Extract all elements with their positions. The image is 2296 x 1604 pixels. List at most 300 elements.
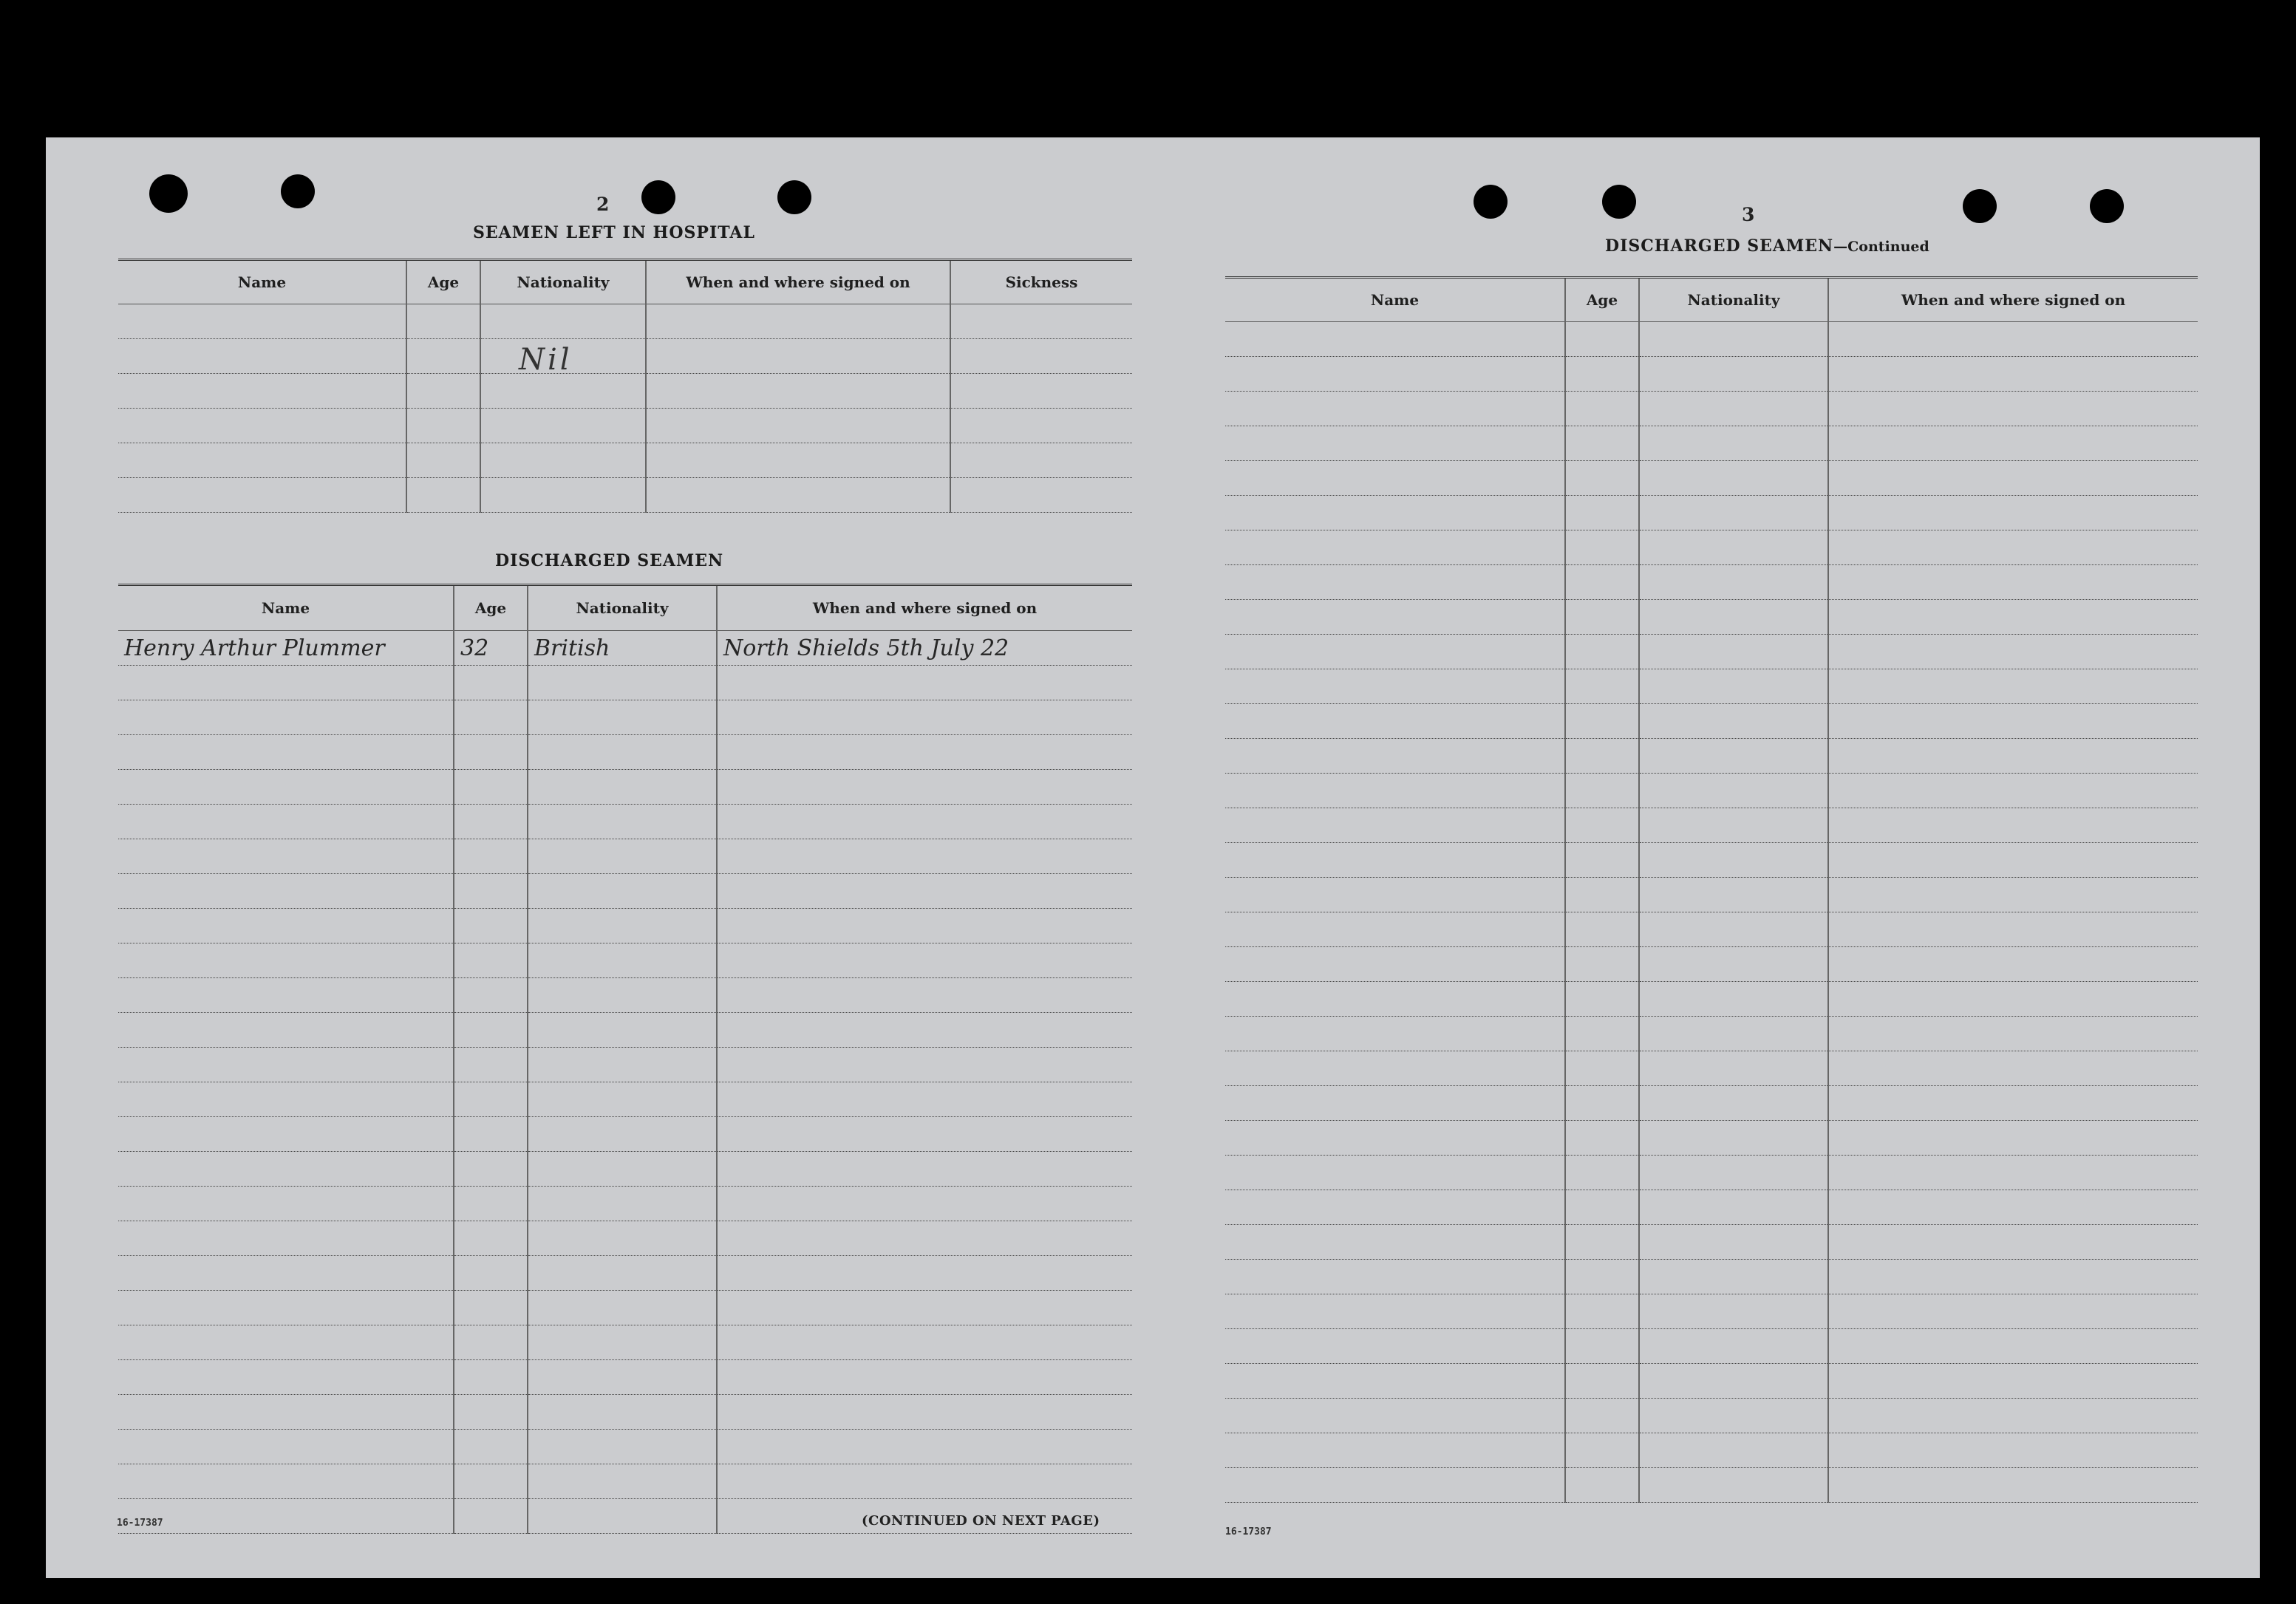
cell-nationality [1639, 1364, 1828, 1399]
cell-nationality [1639, 704, 1828, 739]
handwritten-nil: Nil [519, 343, 573, 377]
continued-table-body [1225, 322, 2198, 1503]
col-header-signed-on: When and where signed on [717, 585, 1132, 631]
cell-signed-on [1828, 357, 2198, 392]
table-row [118, 1430, 1132, 1464]
table-row [118, 1291, 1132, 1325]
table-row [1225, 1294, 2198, 1329]
table-row [1225, 1086, 2198, 1121]
cell-signed-on [1828, 1190, 2198, 1225]
cell-age [1565, 843, 1639, 878]
cell-name [1225, 1051, 1565, 1086]
table-row [1225, 1017, 2198, 1051]
cell-nationality [1639, 1433, 1828, 1468]
form-code: 16-17387 [117, 1518, 163, 1529]
discharged-continued-table [1225, 276, 2198, 1503]
cell-age [1565, 1190, 1639, 1225]
cell-age [1565, 774, 1639, 808]
cell-name [118, 874, 454, 909]
cell-signed-on [717, 770, 1132, 805]
cell-age [1565, 1329, 1639, 1364]
cell-nationality [1639, 565, 1828, 600]
cell-nationality [1639, 1051, 1828, 1086]
right-page [1154, 137, 2260, 1578]
cell-name [1225, 1468, 1565, 1503]
cell-age [454, 1152, 528, 1187]
cell-signed-on [1828, 1364, 2198, 1399]
cell-signed-on [717, 805, 1132, 839]
cell-name [118, 1048, 454, 1082]
cell-name [118, 1395, 454, 1430]
cell-age [454, 1395, 528, 1430]
cell-nationality [528, 1048, 717, 1082]
col-header-nationality: Nationality [480, 260, 646, 304]
cell-age [454, 1221, 528, 1256]
cell-name [118, 1360, 454, 1395]
col-header-age: Age [406, 260, 480, 304]
cell-signed-on [1828, 669, 2198, 704]
cell-age [1565, 739, 1639, 774]
col-header-sickness: Sickness [950, 260, 1132, 304]
cell-signed-on [1828, 1260, 2198, 1294]
col-header-name: Name [118, 585, 454, 631]
cell-name [1225, 530, 1565, 565]
cell-signed-on [1828, 1121, 2198, 1156]
table-row [1225, 774, 2198, 808]
cell-age [454, 1048, 528, 1082]
cell-nationality [528, 1187, 717, 1221]
cell-nationality [1639, 600, 1828, 635]
cell-age [1565, 1225, 1639, 1260]
table-row [1225, 1468, 2198, 1503]
cell-nationality [1639, 1156, 1828, 1190]
cell-name [118, 1430, 454, 1464]
cell-age [454, 839, 528, 874]
table-row [1225, 739, 2198, 774]
cell-nationality [1639, 808, 1828, 843]
table-row [118, 770, 1132, 805]
cell-age [454, 666, 528, 700]
cell-nationality [1639, 1121, 1828, 1156]
cell-age [1565, 1364, 1639, 1399]
cell-age [454, 735, 528, 770]
table-row [1225, 426, 2198, 461]
table-row [118, 631, 1132, 666]
table-row [118, 478, 1132, 513]
cell-signed-on [717, 1048, 1132, 1082]
table-row [1225, 565, 2198, 600]
cell-age: 32 [454, 631, 528, 666]
cell-age [1565, 669, 1639, 704]
cell-age [454, 943, 528, 978]
table-row [118, 1256, 1132, 1291]
cell-name [118, 1325, 454, 1360]
cell-name [118, 1082, 454, 1117]
cell-nationality [1639, 1017, 1828, 1051]
hospital-table [118, 259, 1132, 513]
cell-nationality [528, 1013, 717, 1048]
cell-signed-on [1828, 1294, 2198, 1329]
cell-name [1225, 1364, 1565, 1399]
cell-name: Henry Arthur Plummer [118, 631, 454, 666]
cell-name [1225, 1017, 1565, 1051]
cell-age [454, 1117, 528, 1152]
table-row [1225, 704, 2198, 739]
cell-nationality [528, 943, 717, 978]
cell-name [1225, 1294, 1565, 1329]
table-row [118, 943, 1132, 978]
cell-age [1565, 1294, 1639, 1329]
table-row [1225, 1051, 2198, 1086]
cell-nationality [1639, 878, 1828, 912]
cell-name [118, 978, 454, 1013]
cell-signed-on [1828, 912, 2198, 947]
table-row [118, 1464, 1132, 1499]
cell-nationality [528, 1499, 717, 1534]
table-row [118, 1152, 1132, 1187]
page-number: 2 [596, 194, 610, 215]
table-row [118, 304, 1132, 339]
cell-signed-on [1828, 426, 2198, 461]
table-row [118, 978, 1132, 1013]
cell-signed-on [1828, 322, 2198, 357]
cell-signed-on [1828, 496, 2198, 530]
cell-signed-on [1828, 1329, 2198, 1364]
table-row [1225, 392, 2198, 426]
cell-signed-on [1828, 982, 2198, 1017]
cell-nationality [528, 1152, 717, 1187]
table-row [1225, 878, 2198, 912]
table-row [1225, 1225, 2198, 1260]
table-row [1225, 947, 2198, 982]
cell-age [1565, 1121, 1639, 1156]
cell-signed-on [717, 1117, 1132, 1152]
table-row [1225, 496, 2198, 530]
cell-age [1565, 461, 1639, 496]
cell-signed-on [717, 1360, 1132, 1395]
table-row [1225, 1433, 2198, 1468]
table-row [118, 1082, 1132, 1117]
cell-age [1565, 912, 1639, 947]
cell-signed-on [1828, 808, 2198, 843]
cell-nationality [528, 1291, 717, 1325]
cell-age [454, 770, 528, 805]
cell-age [1565, 322, 1639, 357]
cell-name [118, 909, 454, 943]
table-row [1225, 600, 2198, 635]
cell-signed-on [1828, 774, 2198, 808]
cell-name [1225, 947, 1565, 982]
table-row [118, 1013, 1132, 1048]
cell-signed-on [717, 1430, 1132, 1464]
col-header-nationality: Nationality [1639, 278, 1828, 322]
cell-signed-on [1828, 1051, 2198, 1086]
cell-signed-on [1828, 1433, 2198, 1468]
document-sheet [46, 137, 2260, 1578]
cell-age [1565, 565, 1639, 600]
cell-signed-on [717, 1221, 1132, 1256]
continued-note: (CONTINUED ON NEXT PAGE) [862, 1513, 1100, 1529]
cell-signed-on [1828, 947, 2198, 982]
cell-age [1565, 635, 1639, 669]
table-row [1225, 912, 2198, 947]
cell-nationality [528, 874, 717, 909]
table-row [118, 374, 1132, 409]
table-row [1225, 1190, 2198, 1225]
cell-signed-on [1828, 635, 2198, 669]
cell-name [118, 1499, 454, 1534]
cell-nationality [1639, 1468, 1828, 1503]
table-row [118, 909, 1132, 943]
cell-name [1225, 704, 1565, 739]
cell-name [118, 1464, 454, 1499]
cell-nationality [528, 1325, 717, 1360]
cell-signed-on [1828, 1017, 2198, 1051]
col-header-age: Age [454, 585, 528, 631]
cell-signed-on [717, 874, 1132, 909]
cell-name [1225, 461, 1565, 496]
cell-signed-on [1828, 565, 2198, 600]
table-row [1225, 1364, 2198, 1399]
cell-nationality [1639, 843, 1828, 878]
cell-name [1225, 982, 1565, 1017]
cell-nationality [528, 909, 717, 943]
cell-signed-on [1828, 704, 2198, 739]
cell-age [454, 1291, 528, 1325]
cell-age [1565, 947, 1639, 982]
cell-nationality [1639, 669, 1828, 704]
cell-age [454, 1256, 528, 1291]
cell-name [1225, 635, 1565, 669]
cell-signed-on [717, 1291, 1132, 1325]
table-row [1225, 461, 2198, 496]
table-row [1225, 843, 2198, 878]
cell-signed-on [1828, 461, 2198, 496]
cell-name [118, 735, 454, 770]
cell-signed-on [1828, 878, 2198, 912]
cell-nationality [1639, 496, 1828, 530]
cell-age [454, 1464, 528, 1499]
cell-name [118, 805, 454, 839]
cell-name [1225, 912, 1565, 947]
cell-age [1565, 1468, 1639, 1503]
table-row [118, 1395, 1132, 1430]
cell-name [118, 1221, 454, 1256]
table-row [118, 666, 1132, 700]
cell-nationality [1639, 912, 1828, 947]
table-row [1225, 1329, 2198, 1364]
table-row [1225, 982, 2198, 1017]
cell-signed-on [1828, 600, 2198, 635]
table-row [1225, 808, 2198, 843]
cell-nationality [528, 1395, 717, 1430]
cell-nationality [1639, 635, 1828, 669]
cell-signed-on [717, 1187, 1132, 1221]
cell-name [1225, 322, 1565, 357]
cell-name [118, 839, 454, 874]
form-code: 16-17387 [1225, 1526, 1272, 1538]
table-row [118, 1187, 1132, 1221]
cell-signed-on: North Shields 5th July 22 [717, 631, 1132, 666]
cell-age [1565, 496, 1639, 530]
cell-nationality [528, 1221, 717, 1256]
cell-nationality [1639, 530, 1828, 565]
cell-age [1565, 1433, 1639, 1468]
cell-age [454, 805, 528, 839]
cell-signed-on [717, 978, 1132, 1013]
cell-age [454, 1360, 528, 1395]
cell-age [1565, 982, 1639, 1017]
cell-name [118, 770, 454, 805]
cell-name [1225, 1329, 1565, 1364]
table-row [1225, 357, 2198, 392]
cell-nationality [1639, 357, 1828, 392]
cell-name [1225, 774, 1565, 808]
left-page [46, 137, 1154, 1578]
table-row [1225, 322, 2198, 357]
cell-name [118, 1013, 454, 1048]
cell-signed-on [717, 666, 1132, 700]
cell-signed-on [717, 1464, 1132, 1499]
cell-nationality [1639, 461, 1828, 496]
cell-nationality [528, 805, 717, 839]
title-suffix: —Continued [1833, 239, 1929, 255]
cell-nationality [1639, 1329, 1828, 1364]
cell-age [1565, 1260, 1639, 1294]
cell-age [1565, 392, 1639, 426]
cell-name [1225, 1190, 1565, 1225]
cell-name [1225, 392, 1565, 426]
cell-signed-on [1828, 1468, 2198, 1503]
cell-name [1225, 1121, 1565, 1156]
cell-age [1565, 600, 1639, 635]
table-row [118, 443, 1132, 478]
cell-nationality [1639, 322, 1828, 357]
table-row [1225, 635, 2198, 669]
cell-age [454, 700, 528, 735]
cell-signed-on [717, 735, 1132, 770]
table-row [118, 839, 1132, 874]
col-header-name: Name [118, 260, 406, 304]
cell-nationality [528, 1082, 717, 1117]
cell-nationality [528, 1464, 717, 1499]
cell-signed-on [717, 1325, 1132, 1360]
cell-age [454, 1082, 528, 1117]
discharged-table-body [118, 631, 1132, 1534]
cell-age [454, 1499, 528, 1534]
cell-age [1565, 1399, 1639, 1433]
cell-nationality [528, 700, 717, 735]
cell-signed-on [717, 1256, 1132, 1291]
cell-signed-on [1828, 392, 2198, 426]
page-number: 3 [1742, 204, 1755, 225]
cell-age [454, 909, 528, 943]
cell-name [1225, 669, 1565, 704]
cell-name [1225, 496, 1565, 530]
table-row [118, 805, 1132, 839]
cell-age [454, 1187, 528, 1221]
cell-name [1225, 1433, 1565, 1468]
col-header-signed-on: When and where signed on [646, 260, 950, 304]
col-header-age: Age [1565, 278, 1639, 322]
cell-signed-on [717, 909, 1132, 943]
cell-nationality [528, 839, 717, 874]
cell-signed-on [1828, 1156, 2198, 1190]
hospital-section-title: SEAMEN LEFT IN HOSPITAL [473, 223, 755, 242]
cell-age [1565, 1051, 1639, 1086]
cell-signed-on [717, 943, 1132, 978]
cell-signed-on [1828, 1225, 2198, 1260]
cell-age [1565, 808, 1639, 843]
cell-nationality [1639, 739, 1828, 774]
cell-name [1225, 426, 1565, 461]
cell-nationality [1639, 982, 1828, 1017]
cell-nationality [528, 1360, 717, 1395]
cell-age [1565, 1156, 1639, 1190]
table-row [118, 1360, 1132, 1395]
cell-name [118, 1152, 454, 1187]
cell-nationality [1639, 774, 1828, 808]
title-text: DISCHARGED SEAMEN [1605, 236, 1834, 256]
table-row [118, 700, 1132, 735]
table-row [1225, 1260, 2198, 1294]
discharged-table [118, 584, 1132, 1534]
cell-nationality [1639, 1399, 1828, 1433]
cell-signed-on [717, 839, 1132, 874]
cell-signed-on [1828, 843, 2198, 878]
cell-nationality [1639, 1225, 1828, 1260]
table-row [118, 409, 1132, 443]
cell-nationality [528, 666, 717, 700]
cell-signed-on [1828, 1086, 2198, 1121]
cell-signed-on [717, 1013, 1132, 1048]
cell-age [454, 874, 528, 909]
cell-name [118, 1291, 454, 1325]
cell-signed-on [717, 1395, 1132, 1430]
table-row [1225, 1399, 2198, 1433]
cell-age [1565, 426, 1639, 461]
cell-nationality: British [528, 631, 717, 666]
cell-age [1565, 704, 1639, 739]
cell-name [1225, 565, 1565, 600]
table-row [1225, 530, 2198, 565]
cell-age [1565, 878, 1639, 912]
cell-signed-on [717, 1152, 1132, 1187]
table-row [118, 874, 1132, 909]
cell-nationality [528, 1117, 717, 1152]
cell-nationality [1639, 1190, 1828, 1225]
discharged-continued-title [1605, 236, 1929, 256]
cell-name [118, 666, 454, 700]
cell-age [454, 1325, 528, 1360]
table-row [118, 1221, 1132, 1256]
table-row [118, 1048, 1132, 1082]
col-header-nationality: Nationality [528, 585, 717, 631]
cell-nationality [1639, 1086, 1828, 1121]
table-row [118, 339, 1132, 374]
discharged-section-title: DISCHARGED SEAMEN [495, 551, 724, 570]
cell-name [1225, 878, 1565, 912]
cell-age [454, 1013, 528, 1048]
cell-nationality [528, 770, 717, 805]
cell-signed-on [717, 1082, 1132, 1117]
cell-nationality [528, 1256, 717, 1291]
cell-signed-on [1828, 1399, 2198, 1433]
col-header-name: Name [1225, 278, 1565, 322]
cell-age [1565, 1017, 1639, 1051]
table-row [118, 735, 1132, 770]
cell-name [118, 1117, 454, 1152]
